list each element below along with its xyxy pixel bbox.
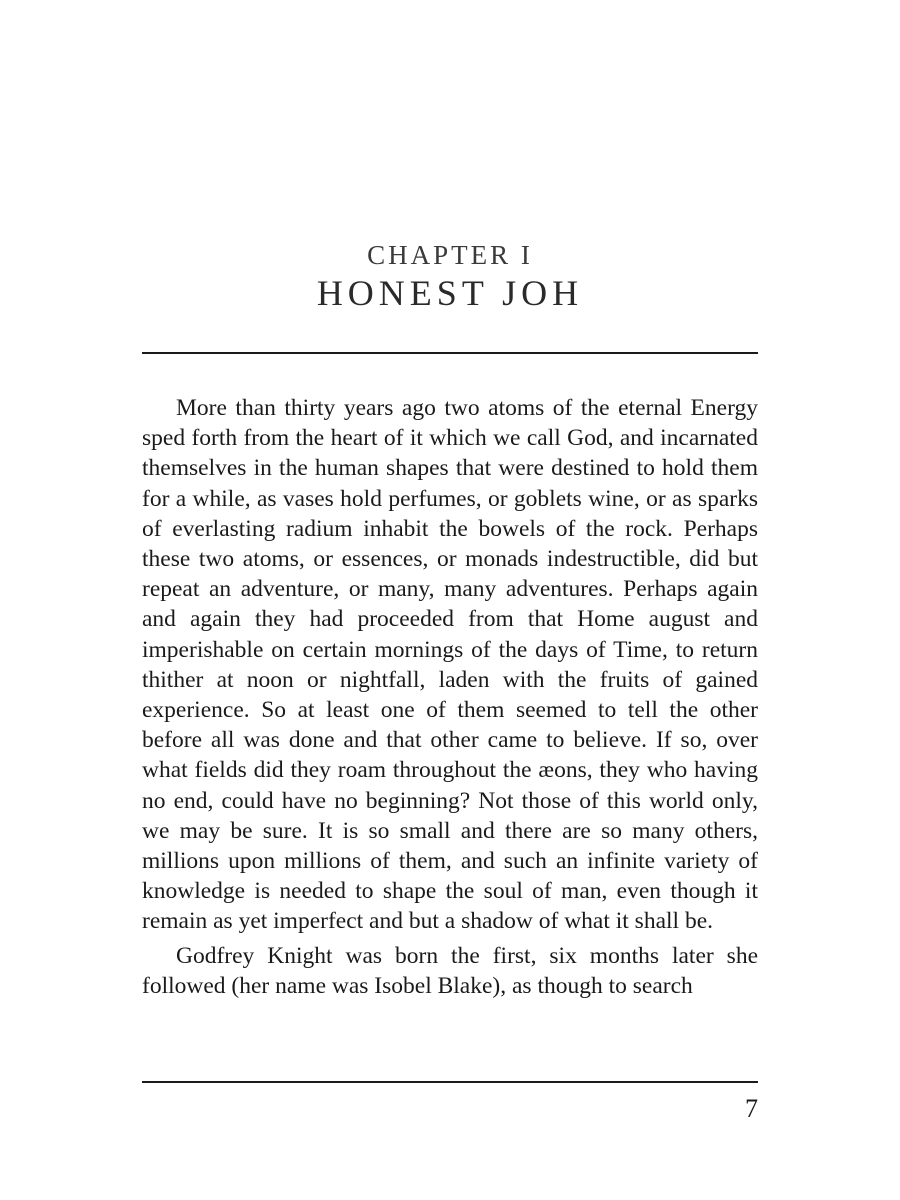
header-divider <box>142 352 758 354</box>
body-text <box>142 393 758 1001</box>
page-number: 7 <box>745 1094 758 1123</box>
paragraph: Godfrey Knight was born the first, six months later she followed (her name was Isobel Blake), as though to search <box>142 942 758 999</box>
paragraph: More than thirty years ago two atoms of the eternal Energy sped forth from the heart of it which we call God, and incarnated themselves in the human shapes that were destined to hold them for a while, as vases hold perfumes, or goblets wine, or as sparks of everlasting radium inhabit the bowels of the rock. Perhaps these two atoms, or essences, or monads indestructible, did but repeat an adventure, or many, many adventures. Perhaps again and again they had proceeded from that Home august and imperishable on certain mornings of the days of Time, to return thither at noon or nightfall, laden with the fruits of gained experience. So at least one of them seemed to tell the other before all was done and that other came to believe. If so, over what fields did they roam throughout the æons, they who having no end, could have no beginning? Not those of this world only, we may be sure. It is so small and there are so many others, millions upon millions of them, and such an infinite variety of knowledge is needed to shape the soul of man, even though it remain as yet imperfect and but a shadow of what it shall be. <box>142 395 758 935</box>
chapter-title: HONEST JOH <box>316 273 584 313</box>
footer-divider <box>142 1081 758 1083</box>
chapter-label: CHAPTER I <box>367 240 533 270</box>
